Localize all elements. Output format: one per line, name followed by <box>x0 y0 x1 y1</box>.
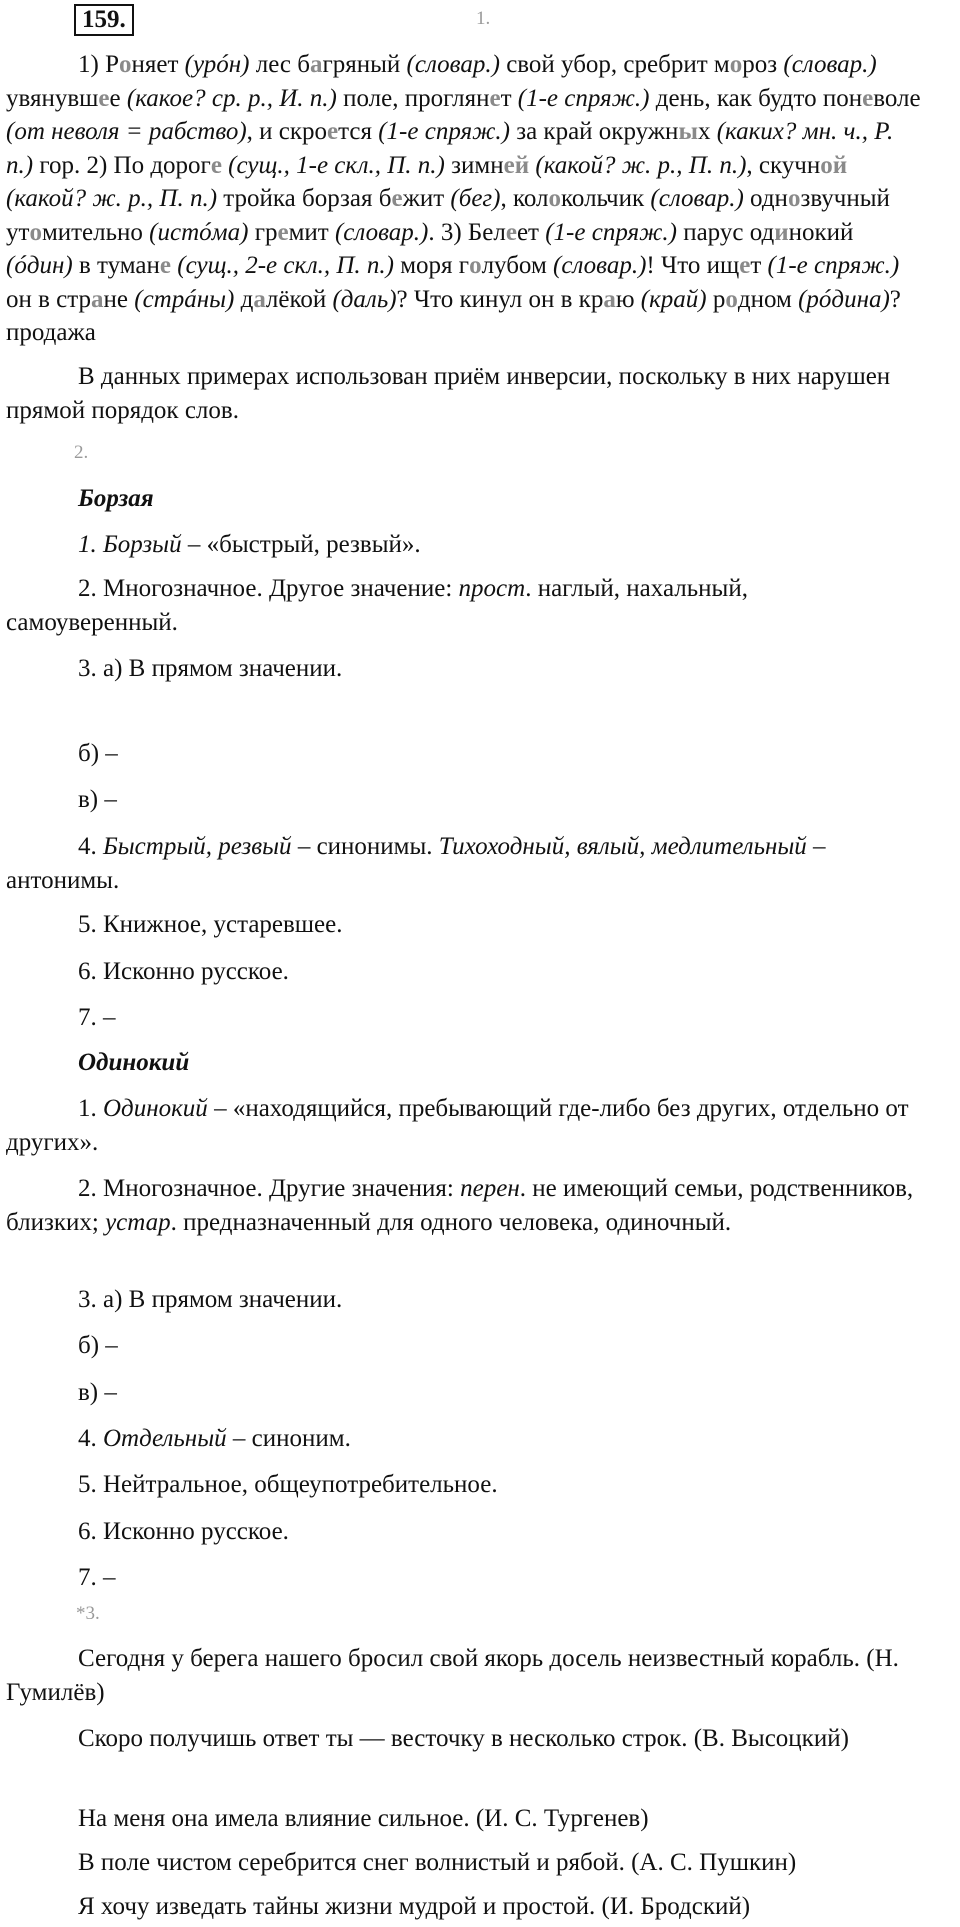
borzaya-item-3b: б) – <box>78 740 118 767</box>
odinokiy-item-6: 6. Исконно русское. <box>78 1518 289 1545</box>
quote-5: Я хочу изведать тайны жизни мудрой и простой. (И. Бродский) <box>78 1893 751 1920</box>
quote-3: На меня она имела влияние сильное. (И. С. Тургенев) <box>78 1805 649 1832</box>
borzaya-item-3a: 3. а) В прямом значении. <box>78 655 343 682</box>
odinokiy-title: Одинокий <box>78 1049 190 1076</box>
borzaya-item-4: 4. Быстрый, резвый – синонимы. Тихоходный, вялый, медлительный – антонимы. <box>6 833 826 894</box>
odinokiy-item-4: 4. Отдельный – синоним. <box>78 1425 351 1452</box>
odinokiy-item-2: 2. Многозначное. Другие значения: перен. не имеющий семьи, родственников, близких; устар. предназначенный для одного человека, одиночный. <box>6 1175 914 1236</box>
odinokiy-item-3c: в) – <box>78 1379 117 1406</box>
borzaya-item-5: 5. Книжное, устаревшее. <box>78 911 343 938</box>
borzaya-item-6: 6. Исконно русское. <box>78 958 289 985</box>
quote-4: В поле чистом серебрится снег волнистый и рябой. (А. С. Пушкин) <box>78 1849 797 1876</box>
odinokiy-item-1: 1. Одинокий – «находящийся, пребывающий где-либо без других, отдельно от других». <box>6 1095 909 1156</box>
borzaya-item-1: 1. Борзый – «быстрый, резвый». <box>78 531 421 558</box>
odinokiy-item-7: 7. – <box>78 1564 116 1591</box>
main-text: 1) Роняет (урóн) лес багряный (словар.) свой убор, сребрит мороз (словар.) увянувшее (какое? ср. р., И. п.) поле, проглянет (1-е спряж.) день, как будто поневоле (от неволя = рабство), и скроется (1-е спряж.) за край окружных (каких? мн. ч., Р. п.) гор. 2) По дороге (сущ., 1-е скл., П. п.) зимней (какой? ж. р., П. п.), скучной (какой? ж. р., П. п.) тройка борзая бежит (бег), колокольчик (словар.) однозвучный утомительно (истóма) гремит (словар.). 3) Белеет (1-е спряж.) парус одинокий (óдин) в тумане (сущ., 2-е скл., П. п.) моря голубом (словар.)! Что ищет (1-е спряж.) он в стране (стрáны) далёкой (даль)? Что кинул он в краю (край) родном (рóдина)? продажа <box>6 51 921 346</box>
section-label-3: *3. <box>76 1603 100 1624</box>
odinokiy-item-3b: б) – <box>78 1332 118 1359</box>
section-label-2: 2. <box>74 442 89 463</box>
exercise-number: 159. <box>74 4 134 36</box>
borzaya-item-3c: в) – <box>78 786 117 813</box>
odinokiy-item-5: 5. Нейтральное, общеупотребительное. <box>78 1471 498 1498</box>
borzaya-title: Борзая <box>78 485 154 512</box>
borzaya-item-7: 7. – <box>78 1004 116 1031</box>
inversion-note: В данных примерах использован приём инверсии, поскольку в них нарушен прямой порядок слов. <box>6 363 891 424</box>
quote-1: Сегодня у берега нашего бросил свой якорь досель неизвестный корабль. (Н. Гумилёв) <box>6 1645 899 1706</box>
section-label-1: 1. <box>476 8 491 29</box>
quote-2: Скоро получишь ответ ты — весточку в несколько строк. (В. Высоцкий) <box>78 1725 849 1752</box>
odinokiy-item-3a: 3. а) В прямом значении. <box>78 1286 343 1313</box>
borzaya-item-2: 2. Многозначное. Другое значение: прост. наглый, нахальный, самоуверенный. <box>6 575 748 636</box>
